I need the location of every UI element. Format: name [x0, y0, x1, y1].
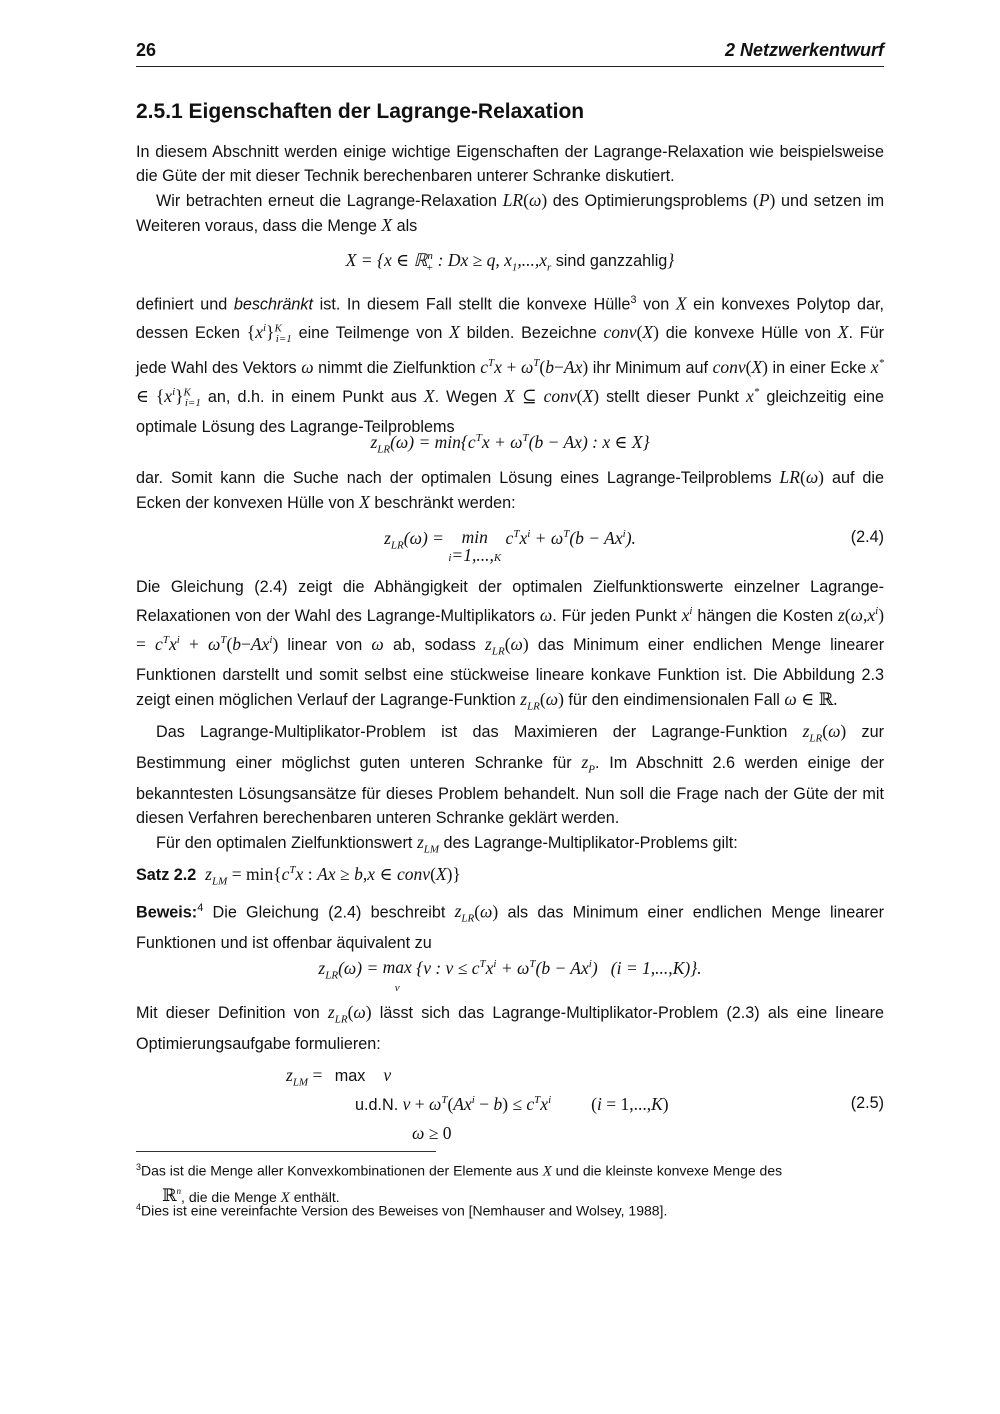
equation-number-2-5: (2.5)	[850, 1094, 884, 1112]
equation-max-form: $z_{LR}(\omega) = \max$ v {v : $v \le c^Tx^i + \omega^T(b - Ax^i)$ (i = 1,...,K)}.	[318, 957, 702, 994]
paragraph-4: dar. Somit kann die Suche nach der optimalen Lösung eines Lagrange-Teilproblems LR(ω) auf die Ecken der konvexen Hülle von X beschränkt werden:	[136, 467, 885, 512]
theorem-2-2: Satz 2.2 $z_{LM} = \min\{c^Tx$ : Ax ≥ b,x ∈ conv(X)}	[136, 863, 461, 888]
paragraph-2: Wir betrachten erneut die Lagrange-Relaxation LR(ω) des Optimierungsproblems (P) und setzen im Weiteren voraus, dass die Menge X als	[136, 190, 885, 235]
footnote-divider	[136, 1151, 436, 1152]
paragraph-3: definiert und beschränkt ist. In diesem Fall stellt die konvexe Hülle$^3$ von X ein konvexes Polytop dar, dessen Ecken $\{x^i\}^K_{i=1}$ eine Teilmenge von X bilden. Bezeichne conv(X) die konvexe Hülle von X. Für jede Wahl des Vektors ω nimmt die Zielfunktion $c^Tx + \omega^T(b-Ax)$ ihr Minimum auf conv(X) in einer Ecke x* ∈ $\{x^i\}^K_{i=1}$ an, d.h. in einem Punkt aus X. Wegen X ⊆ conv(X) stellt dieser Punkt x* gleichzeitig eine optimale Lösung des Lagrange-Teilproblems	[136, 293, 885, 437]
equation-lagrange-subproblem: $z_{LR}(\omega) = \min\{c^Tx + \omega^T(b - Ax)$ : x ∈ X}	[370, 432, 650, 456]
paragraph-1: In diesem Abschnitt werden einige wichtige Eigenschaften der Lagrange-Relaxation wie beispielsweise die Güte der mit dieser Technik berechenbaren unterer Schranke diskutiert.	[136, 143, 884, 185]
paragraph-9: Mit dieser Definition von $z_{LR}(\omega)$ lässt sich das Lagrange-Multiplikator-Problem (2.3) als eine lineare Optimierungsaufgabe formulieren:	[136, 1002, 885, 1053]
equation-2-5-line-1: $z_{LM} = \max v$	[286, 1065, 392, 1089]
section-title: 2.5.1 Eigenschaften der Lagrange-Relaxation	[136, 100, 585, 123]
theorem-label: Satz 2.2	[136, 865, 197, 884]
proof-block	[136, 896, 884, 955]
chapter-title: 2 Netzwerkentwurf	[724, 40, 884, 60]
text-block-intro	[136, 140, 884, 238]
equation-set-x: X = {x ∈ ℝ$^n_+$ : Dx ≥ q, $x_1,...,x_r$ sind ganzzahlig}	[345, 250, 675, 274]
footnote-4: $^4$Dies ist eine vereinfachte Version des Beweises von [Nemhauser and Wolsey, 1988].	[136, 1202, 668, 1219]
equation-number-2-4: (2.4)	[850, 528, 884, 546]
paragraph-6: Das Lagrange-Multiplikator-Problem ist das Maximieren der Lagrange-Funktion $z_{LR}(\omega)$ zur Bestimmung einer möglichst guten unteren Schranke für $z_P$. Im Abschnitt 2.6 werden einige der bekanntesten Lösungsansätze für dieses Problem behandelt. Nun soll die Frage nach der Güte der mit diesen Verfahren berechenbaren unteren Schranke geklärt werden.	[136, 720, 885, 827]
text-block-2	[136, 288, 884, 439]
equation-2-5-line-2: u.d.N. $v + \omega^T(Ax^i - b) \le c^Tx^i$ (i = 1,...,K)	[355, 1094, 669, 1114]
page-header	[136, 38, 884, 67]
paragraph-7: Für den optimalen Zielfunktionswert $z_{LM}$ des Lagrange-Multiplikator-Problems gilt:	[156, 831, 738, 856]
proof-paragraph: Beweis:$^4$ Die Gleichung (2.4) beschreibt $z_{LR}(\omega)$ als das Minimum einer endlichen Menge linearer Funktionen und ist offenbar äquivalent zu	[136, 901, 884, 952]
text-block-5	[136, 1000, 884, 1056]
equation-2-4: $z_{LR}(\omega) = \min$ i=1,...,K $c^Tx^i + \omega^T(b - Ax^i)$. (2.4)	[384, 527, 884, 565]
proof-label: Beweis:	[136, 903, 198, 922]
paragraph-5: Die Gleichung (2.4) zeigt die Abhängigkeit der optimalen Zielfunktionswerte einzelner Lagrange-Relaxationen von der Wahl des Lagrange-Multiplikators ω. Für jeden Punkt $x^i$ hängen die Kosten $z(\omega,x^i) = c^Tx^i + \omega^T(b-Ax^i)$ linear von ω ab, sodass $z_{LR}(\omega)$ das Minimum einer endlichen Menge linearer Funktionen darstellt und somit selbst eine stückweise lineare konkave Funktion ist. Die Abbildung 2.3 zeigt einen möglichen Verlauf der Lagrange-Funktion $z_{LR}(\omega)$ für den eindimensionalen Fall ω ∈ ℝ.	[136, 578, 885, 713]
footnote-3: $^3$Das ist die Menge aller Konvexkombinationen der Elemente aus X und die kleinste konvexe Menge des ℝ$^n$, die die Menge X enthält.	[136, 1162, 783, 1206]
text-block-3	[136, 465, 884, 515]
page-number: 26	[136, 40, 157, 60]
equation-2-5-line-3: ω ≥ 0	[412, 1123, 452, 1143]
text-block-4	[136, 575, 884, 861]
